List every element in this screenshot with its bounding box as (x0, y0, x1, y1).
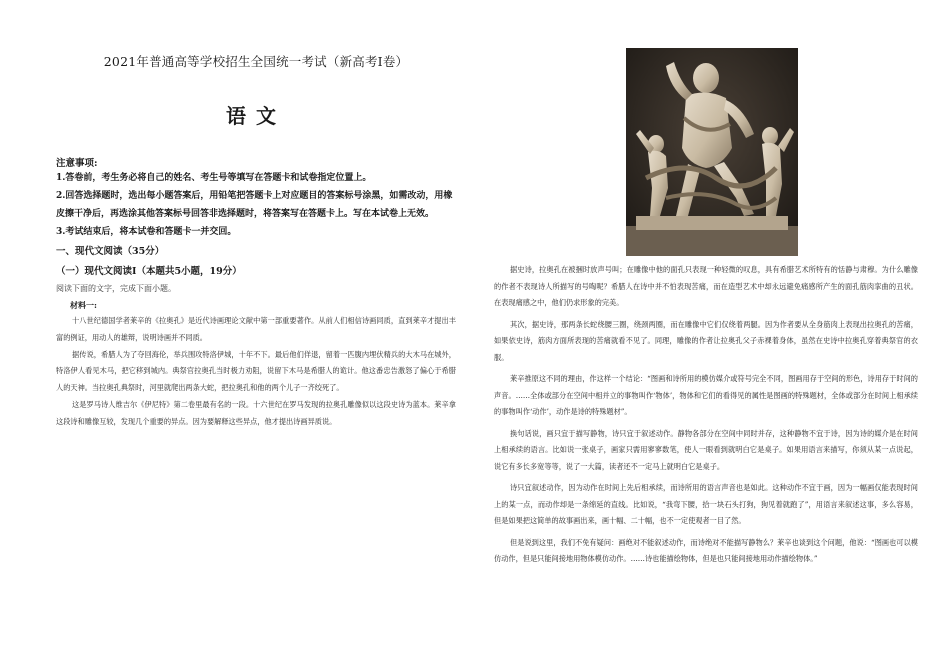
notice-item-2: 2.回答选择题时，选出每小题答案后，用铅笔把答题卡上对应题目的答案标号涂黑，如需改动，用橡皮擦干净后，再选涂其他答案标号回答非选择题时，将答案写在答题卡上。写在本试卷上无效。 (56, 191, 453, 219)
laocoon-statue-image (626, 48, 798, 256)
subsection-heading: （一）现代文阅读Ⅰ（本题共5小题，19分） (56, 266, 242, 277)
reading-instruction: 阅读下面的文字，完成下面小题。 (56, 284, 176, 293)
material-title: 材料一: (70, 300, 97, 310)
exam-title: 2021年普通高等学校招生全国统一考试（新高考Ⅰ卷） (103, 54, 409, 69)
notice-item-3: 3.考试结束后，将本试卷和答题卡一并交回。 (56, 227, 237, 237)
right-column (494, 262, 918, 573)
laocoon-statue-illustration (626, 48, 798, 256)
right-paragraph-1: 据史诗，拉奥孔在被捆时放声号叫；在雕像中他的面孔只表现一种轻微的叹息，具有希腊艺术所特有的恬静与肃穆。为什么雕像的作者不表现诗人所描写的号啕呢？希腊人在诗中并不怕表现苦痛，而在造型艺术中却永远避免痛感所产生的面孔筋肉挛曲的丑状。在表现痛感之中，他们仍求形象的完美。 (494, 265, 918, 307)
notice-heading: 注意事项: (56, 158, 98, 169)
left-paragraph-1: 十八世纪德国学者莱辛的《拉奥孔》是近代诗画理论文献中第一部重要著作。从前人们相信诗画同质，直到莱辛才提出丰富的例证，用动人的雄辩，说明诗画并不同质。 (56, 316, 456, 342)
left-column (56, 52, 456, 431)
right-paragraph-3: 莱辛推原这不同的理由，作这样一个结论：“图画和诗所用的模仿媒介或符号完全不同，图画用存于空间的形色，诗用存于时间的声音。……全体或部分在空间中相并立的事物叫作‘物体’，物体和它们的看得见的属性是图画的特殊题材，全体或部分在时间上相承续的事物叫作‘动作’，动作是诗的特殊题材”。 (494, 374, 918, 416)
right-paragraph-5: 诗只宜叙述动作，因为动作在时间上先后相承续，而诗所用的语言声音也是如此。这种动作不宜于画，因为一幅画仅能表现时间上的某一点，而动作却是一条绵延的直线。比如说，“我弯下腰，拾一块石头打狗，狗见着就跑了”，用语言来叙述这事，多么容易，但是如果把这简单的故事画出来，画十幅、二十幅，也不一定使观者一目了然。 (494, 483, 918, 525)
notice-item-1: 1.答卷前，考生务必将自己的姓名、考生号等填写在答题卡和试卷指定位置上。 (56, 173, 372, 183)
left-paragraph-3: 这是罗马诗人维吉尔《伊尼特》第二卷里最有名的一段。十六世纪在罗马发现的拉奥孔雕像似以这段史诗为蓝本。莱辛拿这段诗和雕像互较，发现几个重要的异点。因为要解释这些异点，他才提出诗画异质说。 (56, 399, 456, 426)
section-heading: 一、现代文阅读（35分） (56, 246, 165, 257)
right-paragraph-6: 但是说到这里，我们不免有疑问：画绝对不能叙述动作，而诗绝对不能描写静物么？莱辛也谈到这个问题，他说：“图画也可以模仿动作，但是只能间接地用物体模仿动作。……诗也能描绘物体，但是也只能间接地用动作描绘物体。” (494, 537, 918, 563)
right-paragraph-2: 其次，据史诗，那两条长蛇绕腰三圈，绕颈两圈，而在雕像中它们仅绕着两腿。因为作者要从全身筋肉上表现出拉奥孔的苦痛，如果依史诗，筋肉方面所表现的苦痛就看不见了。同理，雕像的作者让拉奥孔父子赤裸着身体，虽然在史诗中拉奥孔穿着典祭官的衣服。 (494, 319, 918, 362)
right-paragraph-4: 换句话说，画只宜于描写静物，诗只宜于叙述动作。静物各部分在空间中同时并存，这种静物不宜于诗，因为诗的媒介是在时间上相承续的语言。比如说一张桌子，画家只需用寥寥数笔，使人一眼看到就明白它是桌子。如果用语言来描写，你须从某一点说起，说它有多长多宽等等，说了一大篇，读者还不一定马上就明白它是桌子。 (494, 428, 918, 471)
left-paragraph-2: 据传说，希腊人为了夺回海伦，举兵围攻特洛伊城，十年不下。最后他们佯退，留着一匹腹内埋伏精兵的大木马在城外，特洛伊人看见木马，把它移到城内。典祭官拉奥孔当时极力劝阻，说留下木马是希腊人的诡计。他这番忠告激怒了偏心于希腊人的天神。当拉奥孔典祭时，河里就爬出两条大蛇，把拉奥孔和他的两个儿子一齐绞死了。 (56, 349, 456, 393)
subject-title: 语文 (226, 104, 286, 128)
